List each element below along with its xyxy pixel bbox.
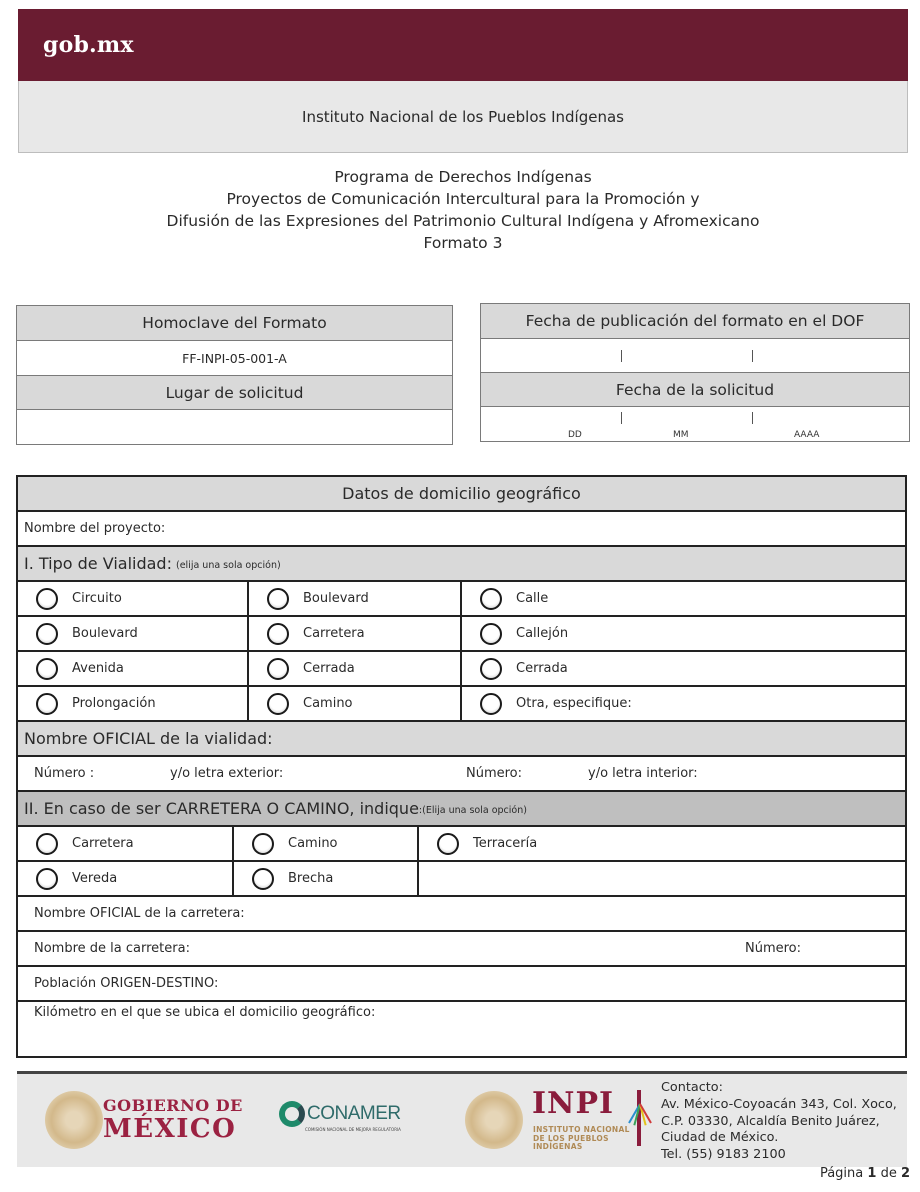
mexico-logo-text: MÉXICO xyxy=(103,1114,237,1144)
radio-button[interactable] xyxy=(437,833,459,855)
solicitud-date-field[interactable] xyxy=(481,407,909,441)
current-page: 1 xyxy=(867,1166,877,1181)
carretera-camino-hint: :(Elija una sola opción) xyxy=(418,804,527,816)
kilometro-label: Kilómetro en el que se ubica el domicilio geográfico: xyxy=(34,1005,376,1020)
solicitud-date-label: Fecha de la solicitud xyxy=(481,373,909,407)
document-titles xyxy=(0,166,920,254)
inpi-staff-icon xyxy=(637,1090,641,1146)
dof-date-label: Fecha de publicación del formato en el DOF xyxy=(481,304,909,339)
radio-option-brecha[interactable]: Brecha xyxy=(234,862,419,895)
radio-option-camino[interactable]: Camino xyxy=(249,687,462,720)
page-indicator: Página 1 de 2 xyxy=(819,1166,910,1181)
mexico-coat-of-arms-icon xyxy=(465,1091,523,1149)
dof-date-field[interactable] xyxy=(481,339,909,373)
tipo-vialidad-label: I. Tipo de Vialidad: xyxy=(24,554,172,573)
radio-option-calle[interactable]: Calle xyxy=(462,582,905,615)
contact-address-3: Ciudad de México. xyxy=(661,1130,779,1146)
format-number: Formato 3 xyxy=(423,234,503,252)
institution-name: Instituto Nacional de los Pueblos Indígenas xyxy=(302,107,624,126)
radio-option-vereda[interactable]: Vereda xyxy=(18,862,234,895)
vialidad-options-row xyxy=(18,687,905,722)
kilometro-row[interactable] xyxy=(18,1002,905,1056)
nombre-carretera-row[interactable] xyxy=(18,932,905,967)
contact-info xyxy=(661,1080,897,1164)
month-label: MM xyxy=(673,430,689,440)
numero-exterior-label: Número : xyxy=(34,766,95,781)
numero-row xyxy=(18,757,905,792)
radio-option-cerrada[interactable]: Cerrada xyxy=(249,652,462,685)
poblacion-label: Población ORIGEN-DESTINO: xyxy=(34,976,219,991)
numero-carretera-label: Número: xyxy=(745,941,802,956)
radio-button[interactable] xyxy=(267,623,289,645)
radio-button[interactable] xyxy=(252,833,274,855)
radio-option-otra[interactable]: Otra, especifique: xyxy=(462,687,905,720)
homoclave-value: FF-INPI-05-001-A xyxy=(17,341,452,376)
carretera-camino-header xyxy=(18,792,905,827)
nombre-oficial-carretera-label: Nombre OFICIAL de la carretera: xyxy=(34,906,245,921)
date-separator xyxy=(752,350,753,362)
project-title-1: Proyectos de Comunicación Intercultural para la Promoción y xyxy=(226,190,700,208)
contact-phone: Tel. (55) 9183 2100 xyxy=(661,1147,786,1163)
inpi-subtitle: INSTITUTO NACIONAL DE LOS PUEBLOS INDÍGENAS xyxy=(533,1125,630,1151)
fechas-box xyxy=(480,303,910,442)
project-name-row[interactable] xyxy=(18,512,905,547)
inpi-logo-text: INPI xyxy=(532,1086,615,1121)
radio-option-circuito[interactable]: Circuito xyxy=(18,582,249,615)
radio-button[interactable] xyxy=(267,658,289,680)
radio-button[interactable] xyxy=(36,868,58,890)
gobmx-header xyxy=(18,9,908,81)
date-separator xyxy=(621,350,622,362)
year-label: AAAA xyxy=(794,430,820,440)
conamer-logo: CONAMER COMISIÓN NACIONAL DE MEJORA REGULATORIA xyxy=(279,1101,401,1127)
radio-button[interactable] xyxy=(267,693,289,715)
radio-option-callejon[interactable]: Callejón xyxy=(462,617,905,650)
vialidad-options-row xyxy=(18,617,905,652)
poblacion-row[interactable] xyxy=(18,967,905,1002)
radio-option-cerrada-2[interactable]: Cerrada xyxy=(462,652,905,685)
section-title: Datos de domicilio geográfico xyxy=(342,484,581,503)
radio-option-boulevard-2[interactable]: Boulevard xyxy=(18,617,249,650)
radio-option-prolongacion[interactable]: Prolongación xyxy=(18,687,249,720)
radio-button[interactable] xyxy=(480,693,502,715)
camino-options-row xyxy=(18,862,905,897)
radio-button[interactable] xyxy=(267,588,289,610)
total-pages: 2 xyxy=(900,1166,910,1181)
project-name-label: Nombre del proyecto: xyxy=(24,521,166,536)
date-separator xyxy=(752,412,753,424)
vialidad-options-row xyxy=(18,582,905,617)
radio-option-avenida[interactable]: Avenida xyxy=(18,652,249,685)
contact-address-1: Av. México-Coyoacán 343, Col. Xoco, xyxy=(661,1096,897,1112)
radio-option-terraceria[interactable]: Terracería xyxy=(419,827,905,860)
conamer-icon xyxy=(279,1101,305,1127)
radio-button[interactable] xyxy=(480,658,502,680)
letra-exterior-label: y/o letra exterior: xyxy=(170,766,284,781)
footer xyxy=(17,1071,907,1167)
tipo-vialidad-header xyxy=(18,547,905,582)
nombre-oficial-vialidad-label: Nombre OFICIAL de la vialidad: xyxy=(24,729,273,748)
nombre-oficial-vialidad-row[interactable] xyxy=(18,722,905,757)
project-title-2: Difusión de las Expresiones del Patrimonio Cultural Indígena y Afromexicano xyxy=(166,212,760,230)
contact-title: Contacto: xyxy=(661,1080,723,1095)
radio-button[interactable] xyxy=(36,833,58,855)
radio-button[interactable] xyxy=(36,658,58,680)
institution-banner xyxy=(18,81,908,153)
radio-button[interactable] xyxy=(252,868,274,890)
contact-address-2: C.P. 03330, Alcaldía Benito Juárez, xyxy=(661,1113,880,1129)
lugar-solicitud-field[interactable] xyxy=(17,410,452,444)
day-label: DD xyxy=(568,430,582,440)
nombre-oficial-carretera-row[interactable] xyxy=(18,897,905,932)
radio-button[interactable] xyxy=(36,623,58,645)
numero-interior-label: Número: xyxy=(466,766,523,781)
radio-option-boulevard[interactable]: Boulevard xyxy=(249,582,462,615)
domicilio-form xyxy=(16,475,907,1058)
carretera-camino-label: II. En caso de ser CARRETERA O CAMINO, indique xyxy=(24,799,419,818)
radio-option-carretera[interactable]: Carretera xyxy=(249,617,462,650)
nombre-carretera-label: Nombre de la carretera: xyxy=(34,941,190,956)
homoclave-label: Homoclave del Formato xyxy=(17,306,452,341)
radio-button[interactable] xyxy=(480,623,502,645)
letra-interior-label: y/o letra interior: xyxy=(588,766,698,781)
empty-cell xyxy=(419,862,905,895)
radio-option-carretera-tipo[interactable]: Carretera xyxy=(18,827,234,860)
camino-options-row xyxy=(18,827,905,862)
lugar-solicitud-label: Lugar de solicitud xyxy=(17,376,452,410)
gobierno-de-logo-text: GOBIERNO DE xyxy=(103,1096,243,1115)
mexico-coat-of-arms-icon xyxy=(45,1091,103,1149)
tipo-vialidad-hint: (elija una sola opción) xyxy=(175,559,281,571)
homoclave-box xyxy=(16,305,453,445)
vialidad-options-row xyxy=(18,652,905,687)
date-separator xyxy=(621,412,622,424)
program-title: Programa de Derechos Indígenas xyxy=(334,168,592,186)
radio-option-camino-tipo[interactable]: Camino xyxy=(234,827,419,860)
section-header xyxy=(18,477,905,512)
gobmx-logo[interactable]: gob.mx xyxy=(43,32,134,58)
radio-button[interactable] xyxy=(36,588,58,610)
radio-button[interactable] xyxy=(36,693,58,715)
radio-button[interactable] xyxy=(480,588,502,610)
